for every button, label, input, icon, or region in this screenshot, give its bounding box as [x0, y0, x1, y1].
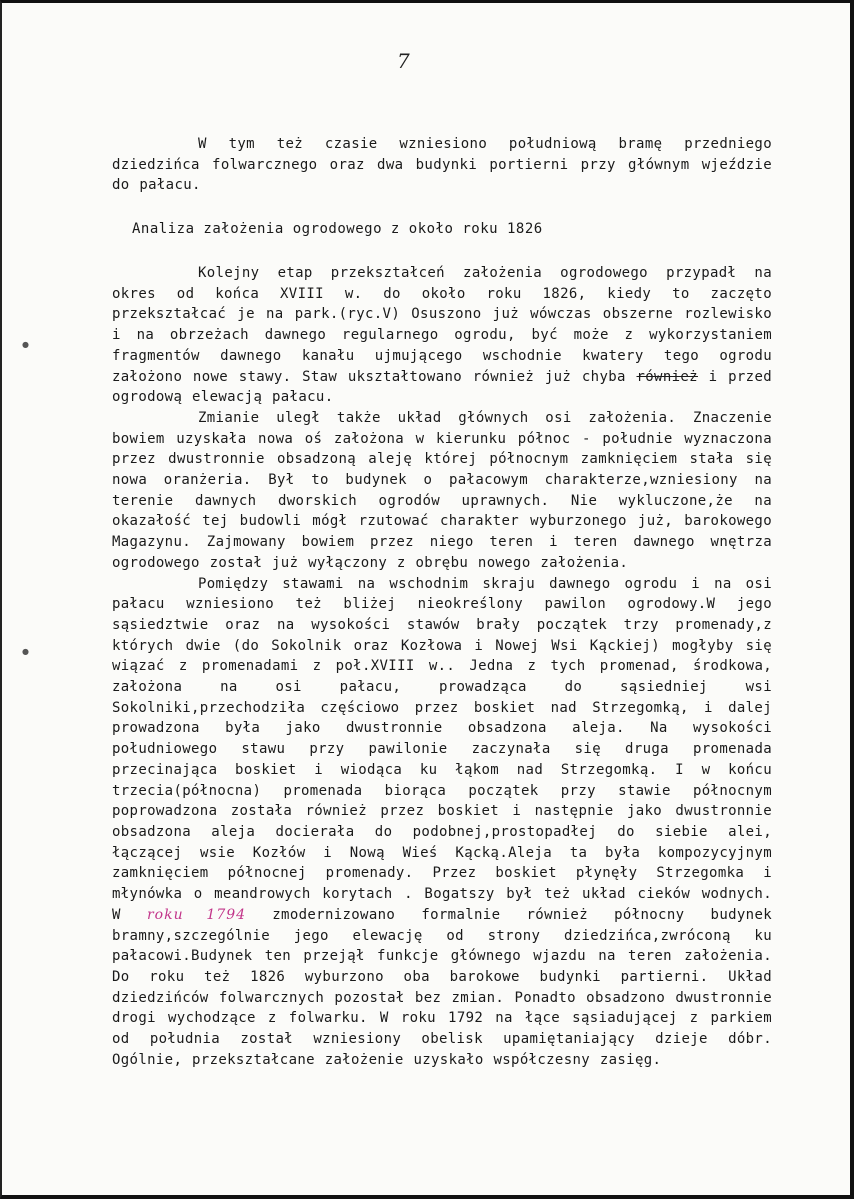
body-text: [112, 263, 772, 1070]
page-number: 7: [397, 49, 410, 73]
struck-word: również: [636, 368, 698, 385]
paragraph-3: [112, 574, 772, 1071]
paragraph-2: Zmianie uległ także układ głównych osi założenia. Znaczenie bowiem uzyskała nowa oś założona w kierunku północ - południe wyznaczona przez dwustronnie obsadzoną aleję której północnym zamknięciem stała się nowa oranżeria. Był to budynek o pałacowym charakterze,wzniesiony na terenie dawnych dworskich ogrodów uprawnych. Nie wykluczone,że na okazałość tej budowli mógł rzutować charakter wyburzonego już, barokowego Magazynu. Zajmowany bowiem przez niego teren i teren dawnego wnętrza ogrodowego został już wyłączony z obrębu nowego założenia.: [112, 409, 772, 571]
paragraph-3-end: zmodernizowano formalnie również północny budynek bramny,szczególnie jego elewację od strony dziedzińca,zwróconą ku pałacowi.Budynek ten przejął funkcje głównego wjazdu na teren założenia. Do roku też 1826 wyburzono oba barokowe budynki partierni. Układ dziedzińców folwarcznych pozostał bez zmian. Ponadto obsadzono dwustronnie drogi wychodzące z folwarku. W roku 1792 na łące sąsiadującej z parkiem od południa został wzniesiony obelisk upamiętaniający dzieje dóbr. Ogólnie, przekształcane założenie uzyskało współczesny zasięg.: [112, 906, 773, 1068]
paragraph-1-text: Kolejny etap przekształceń założenia ogrodowego przypadł na okres od końca XVIII w. do około roku 1826, kiedy to zaczęto przekształcać je na park.(ryc.V) Osuszono już wówczas obszerne rozlewisko i na obrzeżach dawnego regularnego ogrodu, być może z wykorzystaniem fragmentów dawnego kanału ujmującego wschodnie kwatery tego ogrodu założono nowe stawy. Staw ukształtowano również już chyba: [112, 265, 772, 385]
paragraph-1: [112, 263, 772, 408]
paragraph-3-text: Pomiędzy stawami na wschodnim skraju dawnego ogrodu i na osi pałacu wzniesiono też bliżej nieokreślony pawilon ogrodowy.W jego sąsiedztwie oraz na wysokości stawów brały początek trzy promenady,z których dwie (do Sokolnik oraz Kozłowa i Nowej Wsi Kąckiej) mogłyby się wiązać z promenadami z poł.XVIII w.. Jedna z tych promenad, środkowa, założona na osi pałacu, prowadząca do sąsiedniej wsi Sokolniki,przechodziła częściowo przez boskiet nad Strzegomką, i dalej prowadzona była jako dwustronnie obsadzona aleja. Na wysokości południowego stawu przy pawilonie zaczynała się druga promenada przecinająca boskiet i wiodąca ku łąkom nad Strzegomką. I w końcu trzecia(północna) promenada biorąca początek przy stawie północnym poprowadzona została również przez boskiet i następnie jako dwustronnie obsadzona aleja docierała do podobnej,prostopadłej do siebie alei, łączącej wsie Kozłów i Nową Wieś Kącką.Aleja ta była kompozycyjnym zamknięciem północnej promenady. Przez boskiet płynęły Strzegomka i młynówka o meandrowych korytach . Bogatszy był też układ cieków wodnych. W: [112, 575, 772, 923]
handwritten-annotation: roku 1794: [146, 906, 247, 923]
intro-paragraph: W tym też czasie wzniesiono południową bramę przedniego dziedzińca folwarcznego oraz dwa budynki portierni przy głównym wjeździe do pałacu.: [112, 136, 772, 193]
section-heading: Analiza założenia ogrodowego z około roku 1826: [132, 221, 543, 237]
margin-mark: ●: [22, 647, 29, 656]
margin-mark: ●: [22, 340, 29, 349]
paragraph-1-end: i przed ogrodową elewacją pałacu.: [112, 368, 773, 406]
